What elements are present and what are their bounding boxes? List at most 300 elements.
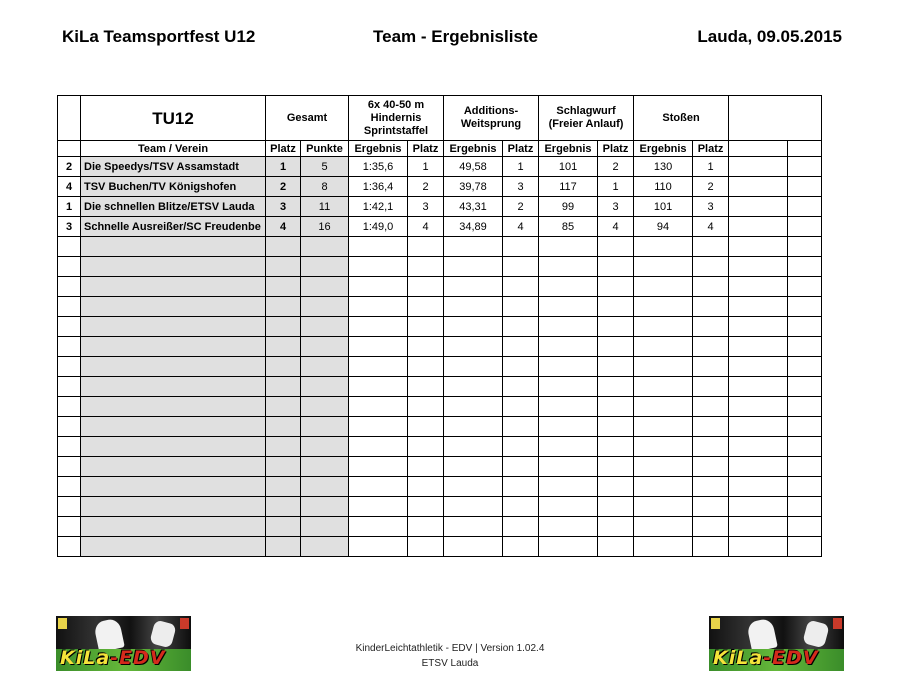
table-row [58, 197, 822, 217]
cell-punkte [301, 437, 349, 457]
cell-sprint [349, 277, 408, 297]
cell-stoss [634, 457, 693, 477]
cell-schlag [539, 437, 598, 457]
cell-schlag [539, 317, 598, 337]
cell-empty [729, 357, 788, 377]
cell-stoss [634, 517, 693, 537]
cell-empty [729, 517, 788, 537]
table-row [58, 537, 822, 557]
cell-sprint-pl [408, 537, 444, 557]
cell-stoss-pl [693, 317, 729, 337]
cell-platz [266, 357, 301, 377]
cell-empty [788, 537, 822, 557]
cell-sprint [349, 497, 408, 517]
cell-punkte [301, 497, 349, 517]
logo-text-kila: KiLa [713, 647, 764, 669]
cell-team [81, 357, 266, 377]
cell-empty [788, 197, 822, 217]
cell-sprint-pl [408, 357, 444, 377]
cell-stoss-pl: 3 [693, 197, 729, 217]
header-location-date: Lauda, 09.05.2015 [697, 27, 842, 46]
cell-sprint [349, 337, 408, 357]
cell-schlag [539, 277, 598, 297]
cell-platz [266, 237, 301, 257]
cell-empty [729, 217, 788, 237]
cell-weit [444, 337, 503, 357]
cell-schlag-pl [598, 477, 634, 497]
cell-sprint: 1:35,6 [349, 157, 408, 177]
cell-team [81, 457, 266, 477]
cell-schlag-pl [598, 537, 634, 557]
cell-sprint [349, 517, 408, 537]
cell-punkte [301, 397, 349, 417]
cell-empty [729, 317, 788, 337]
col-schlag-platz: Platz [598, 141, 634, 157]
cell-stoss-pl [693, 337, 729, 357]
cell-schlag [539, 477, 598, 497]
cell-sprint-pl [408, 377, 444, 397]
cell-schlag [539, 257, 598, 277]
cell-schlag [539, 517, 598, 537]
cell-empty [729, 397, 788, 417]
cell-rank: 1 [58, 197, 81, 217]
cell-empty [729, 537, 788, 557]
cell-punkte [301, 477, 349, 497]
cell-platz [266, 317, 301, 337]
cell-sprint [349, 457, 408, 477]
footer [0, 641, 900, 671]
cell-punkte [301, 257, 349, 277]
cell-empty [729, 197, 788, 217]
cell-stoss [634, 417, 693, 437]
cell-empty [788, 157, 822, 177]
cell-empty [729, 237, 788, 257]
cell-weit [444, 477, 503, 497]
header-list-title: Team - Ergebnisliste [373, 27, 539, 46]
cell-weit-pl [503, 517, 539, 537]
cell-punkte: 5 [301, 157, 349, 177]
group-header-row [58, 96, 822, 141]
cell-sprint [349, 417, 408, 437]
cell-stoss [634, 297, 693, 317]
cell-platz [266, 477, 301, 497]
cell-team [81, 517, 266, 537]
cell-team: Die schnellen Blitze/ETSV Lauda [81, 197, 266, 217]
logo-text-edv: EDV [119, 647, 166, 669]
cell-schlag-pl: 4 [598, 217, 634, 237]
col-stoss-platz: Platz [693, 141, 729, 157]
cell-platz [266, 337, 301, 357]
cell-punkte [301, 337, 349, 357]
column-header-row [58, 141, 822, 157]
col-team: Team / Verein [81, 141, 266, 157]
cell-weit-pl [503, 297, 539, 317]
cell-empty [788, 357, 822, 377]
cell-stoss-pl [693, 457, 729, 477]
cell-schlag-pl: 1 [598, 177, 634, 197]
cell-sprint [349, 317, 408, 337]
col-blank [58, 141, 81, 157]
cell-team [81, 377, 266, 397]
cell-sprint-pl [408, 437, 444, 457]
cell-stoss [634, 357, 693, 377]
table-row [58, 337, 822, 357]
table-row [58, 217, 822, 237]
cell-empty [788, 457, 822, 477]
cell-rank [58, 357, 81, 377]
cell-schlag-pl [598, 237, 634, 257]
cell-team [81, 417, 266, 437]
group-stossen: Stoßen [634, 96, 729, 141]
cell-weit [444, 457, 503, 477]
cell-empty [729, 377, 788, 397]
cell-schlag [539, 497, 598, 517]
cell-weit-pl [503, 277, 539, 297]
cell-weit-pl [503, 337, 539, 357]
cell-empty [788, 497, 822, 517]
cell-punkte [301, 517, 349, 537]
cell-platz [266, 497, 301, 517]
cell-schlag-pl [598, 517, 634, 537]
cell-rank [58, 477, 81, 497]
cell-stoss-pl [693, 497, 729, 517]
cell-team [81, 497, 266, 517]
cell-team [81, 537, 266, 557]
cell-stoss: 110 [634, 177, 693, 197]
cell-team [81, 317, 266, 337]
cell-rank [58, 377, 81, 397]
cell-empty [729, 257, 788, 277]
cell-sprint [349, 437, 408, 457]
col-platz: Platz [266, 141, 301, 157]
cell-empty [788, 397, 822, 417]
cell-schlag-pl [598, 417, 634, 437]
cell-rank [58, 237, 81, 257]
cell-weit [444, 497, 503, 517]
cell-platz [266, 457, 301, 477]
cell-schlag: 101 [539, 157, 598, 177]
cell-empty [729, 497, 788, 517]
cell-weit-pl [503, 257, 539, 277]
cell-weit-pl [503, 317, 539, 337]
cell-stoss [634, 377, 693, 397]
cell-weit [444, 257, 503, 277]
cell-stoss [634, 237, 693, 257]
cell-stoss [634, 397, 693, 417]
col-schlag-ergebnis: Ergebnis [539, 141, 598, 157]
cell-empty [729, 157, 788, 177]
cell-weit [444, 537, 503, 557]
cell-stoss-pl [693, 477, 729, 497]
results-table [57, 95, 822, 557]
cell-schlag [539, 537, 598, 557]
cell-schlag [539, 397, 598, 417]
cell-stoss-pl [693, 417, 729, 437]
header-blank [58, 96, 81, 141]
cell-stoss-pl [693, 257, 729, 277]
col-punkte: Punkte [301, 141, 349, 157]
cell-team [81, 297, 266, 317]
cell-rank [58, 337, 81, 357]
cell-sprint [349, 477, 408, 497]
cell-sprint-pl [408, 277, 444, 297]
cell-empty [788, 217, 822, 237]
cell-weit [444, 377, 503, 397]
cell-stoss [634, 257, 693, 277]
cell-team [81, 477, 266, 497]
cell-empty [729, 417, 788, 437]
table-row [58, 277, 822, 297]
cell-sprint-pl [408, 297, 444, 317]
cell-weit-pl: 2 [503, 197, 539, 217]
cell-schlag-pl [598, 377, 634, 397]
cell-weit-pl [503, 437, 539, 457]
cell-punkte [301, 417, 349, 437]
table-row [58, 357, 822, 377]
table-row [58, 157, 822, 177]
cell-stoss [634, 317, 693, 337]
cell-stoss: 94 [634, 217, 693, 237]
cell-stoss-pl [693, 397, 729, 417]
cell-sprint-pl [408, 477, 444, 497]
cell-stoss-pl [693, 437, 729, 457]
cell-weit [444, 317, 503, 337]
col-weit-platz: Platz [503, 141, 539, 157]
table-row [58, 237, 822, 257]
cell-punkte [301, 297, 349, 317]
cell-schlag-pl [598, 357, 634, 377]
cell-sprint [349, 297, 408, 317]
table-row [58, 497, 822, 517]
col-sprint-ergebnis: Ergebnis [349, 141, 408, 157]
cell-sprint-pl [408, 237, 444, 257]
cell-empty [788, 517, 822, 537]
cell-schlag-pl [598, 437, 634, 457]
cell-platz: 4 [266, 217, 301, 237]
cell-weit [444, 237, 503, 257]
cell-stoss [634, 337, 693, 357]
group-weitsprung: Additions-Weitsprung [444, 96, 539, 141]
cell-schlag-pl [598, 257, 634, 277]
cell-punkte [301, 537, 349, 557]
cell-empty [788, 417, 822, 437]
cell-empty [729, 177, 788, 197]
cell-sprint-pl [408, 397, 444, 417]
logo-dash: - [763, 647, 773, 669]
col-empty-1 [729, 141, 788, 157]
cell-platz [266, 397, 301, 417]
cell-rank [58, 497, 81, 517]
cell-punkte [301, 277, 349, 297]
table-row [58, 317, 822, 337]
cell-sprint [349, 397, 408, 417]
cell-schlag [539, 237, 598, 257]
cell-schlag: 99 [539, 197, 598, 217]
cell-weit: 43,31 [444, 197, 503, 217]
cell-rank [58, 457, 81, 477]
cell-punkte: 8 [301, 177, 349, 197]
cell-schlag [539, 297, 598, 317]
cell-weit [444, 357, 503, 377]
cell-platz: 1 [266, 157, 301, 177]
cell-schlag-pl: 3 [598, 197, 634, 217]
group-empty [729, 96, 822, 141]
cell-punkte [301, 377, 349, 397]
group-sprint: 6x 40-50 m Hindernis Sprintstaffel [349, 96, 444, 141]
cell-platz [266, 417, 301, 437]
cell-rank [58, 297, 81, 317]
cell-weit-pl: 1 [503, 157, 539, 177]
col-weit-ergebnis: Ergebnis [444, 141, 503, 157]
cell-punkte: 16 [301, 217, 349, 237]
cell-empty [788, 277, 822, 297]
cell-team: TSV Buchen/TV Königshofen [81, 177, 266, 197]
cell-schlag-pl [598, 277, 634, 297]
cell-empty [788, 297, 822, 317]
cell-platz [266, 297, 301, 317]
cell-sprint [349, 537, 408, 557]
cell-empty [788, 337, 822, 357]
cell-weit-pl: 4 [503, 217, 539, 237]
cell-schlag [539, 337, 598, 357]
logo-text-kila: KiLa [60, 647, 111, 669]
cell-weit-pl [503, 417, 539, 437]
cell-weit: 39,78 [444, 177, 503, 197]
col-sprint-platz: Platz [408, 141, 444, 157]
cell-schlag [539, 377, 598, 397]
cell-platz [266, 517, 301, 537]
cell-rank: 3 [58, 217, 81, 237]
cell-sprint-pl [408, 517, 444, 537]
logo-dash: - [110, 647, 120, 669]
cell-stoss-pl [693, 537, 729, 557]
cell-platz [266, 277, 301, 297]
table-row [58, 377, 822, 397]
cell-schlag-pl [598, 497, 634, 517]
cell-weit-pl [503, 497, 539, 517]
cell-rank [58, 397, 81, 417]
cell-weit [444, 417, 503, 437]
cell-platz [266, 537, 301, 557]
cell-schlag-pl [598, 457, 634, 477]
table-row [58, 397, 822, 417]
cell-stoss [634, 537, 693, 557]
cell-weit [444, 297, 503, 317]
cell-punkte [301, 237, 349, 257]
cell-empty [729, 297, 788, 317]
cell-sprint-pl [408, 317, 444, 337]
cell-weit-pl: 3 [503, 177, 539, 197]
cell-weit-pl [503, 357, 539, 377]
cell-empty [788, 257, 822, 277]
cell-stoss-pl [693, 357, 729, 377]
cell-stoss-pl [693, 297, 729, 317]
cell-punkte [301, 457, 349, 477]
cell-weit-pl [503, 457, 539, 477]
cell-punkte [301, 317, 349, 337]
cell-sprint: 1:42,1 [349, 197, 408, 217]
cell-weit-pl [503, 377, 539, 397]
cell-rank [58, 537, 81, 557]
class-label: TU12 [81, 96, 266, 141]
cell-platz [266, 377, 301, 397]
cell-empty [788, 377, 822, 397]
cell-empty [729, 337, 788, 357]
cell-stoss-pl: 4 [693, 217, 729, 237]
cell-sprint: 1:36,4 [349, 177, 408, 197]
table-row [58, 297, 822, 317]
cell-sprint [349, 237, 408, 257]
col-stoss-ergebnis: Ergebnis [634, 141, 693, 157]
footer-version: KinderLeichtathletik - EDV | Version 1.02.4 [355, 643, 545, 654]
cell-rank [58, 437, 81, 457]
cell-team: Schnelle Ausreißer/SC Freudenbe [81, 217, 266, 237]
cell-stoss [634, 497, 693, 517]
cell-rank: 4 [58, 177, 81, 197]
cell-empty [729, 437, 788, 457]
cell-schlag: 85 [539, 217, 598, 237]
cell-stoss-pl [693, 277, 729, 297]
table-row [58, 517, 822, 537]
cell-platz [266, 257, 301, 277]
footer-club: ETSV Lauda [421, 658, 479, 669]
cell-weit-pl [503, 237, 539, 257]
cell-weit [444, 437, 503, 457]
logo-text-edv: EDV [772, 647, 819, 669]
cell-sprint [349, 377, 408, 397]
cell-empty [729, 457, 788, 477]
cell-sprint-pl: 2 [408, 177, 444, 197]
cell-schlag-pl [598, 337, 634, 357]
cell-weit-pl [503, 537, 539, 557]
cell-sprint-pl [408, 497, 444, 517]
cell-sprint-pl [408, 457, 444, 477]
cell-rank [58, 317, 81, 337]
cell-schlag-pl [598, 397, 634, 417]
cell-stoss-pl: 1 [693, 157, 729, 177]
cell-sprint-pl: 4 [408, 217, 444, 237]
cell-empty [788, 437, 822, 457]
cell-platz: 3 [266, 197, 301, 217]
cell-schlag-pl [598, 317, 634, 337]
group-schlagwurf: Schlagwurf (Freier Anlauf) [539, 96, 634, 141]
cell-platz [266, 437, 301, 457]
cell-team [81, 397, 266, 417]
cell-team [81, 277, 266, 297]
cell-sprint-pl: 1 [408, 157, 444, 177]
table-row [58, 257, 822, 277]
cell-stoss-pl: 2 [693, 177, 729, 197]
cell-stoss [634, 477, 693, 497]
cell-sprint: 1:49,0 [349, 217, 408, 237]
cell-punkte: 11 [301, 197, 349, 217]
cell-punkte [301, 357, 349, 377]
cell-weit [444, 397, 503, 417]
cell-sprint-pl [408, 417, 444, 437]
cell-weit: 49,58 [444, 157, 503, 177]
cell-empty [788, 177, 822, 197]
cell-weit: 34,89 [444, 217, 503, 237]
cell-rank [58, 277, 81, 297]
table-row [58, 417, 822, 437]
cell-stoss-pl [693, 237, 729, 257]
cell-rank [58, 517, 81, 537]
cell-platz: 2 [266, 177, 301, 197]
cell-weit [444, 517, 503, 537]
cell-team [81, 237, 266, 257]
cell-rank [58, 257, 81, 277]
table-row [58, 457, 822, 477]
